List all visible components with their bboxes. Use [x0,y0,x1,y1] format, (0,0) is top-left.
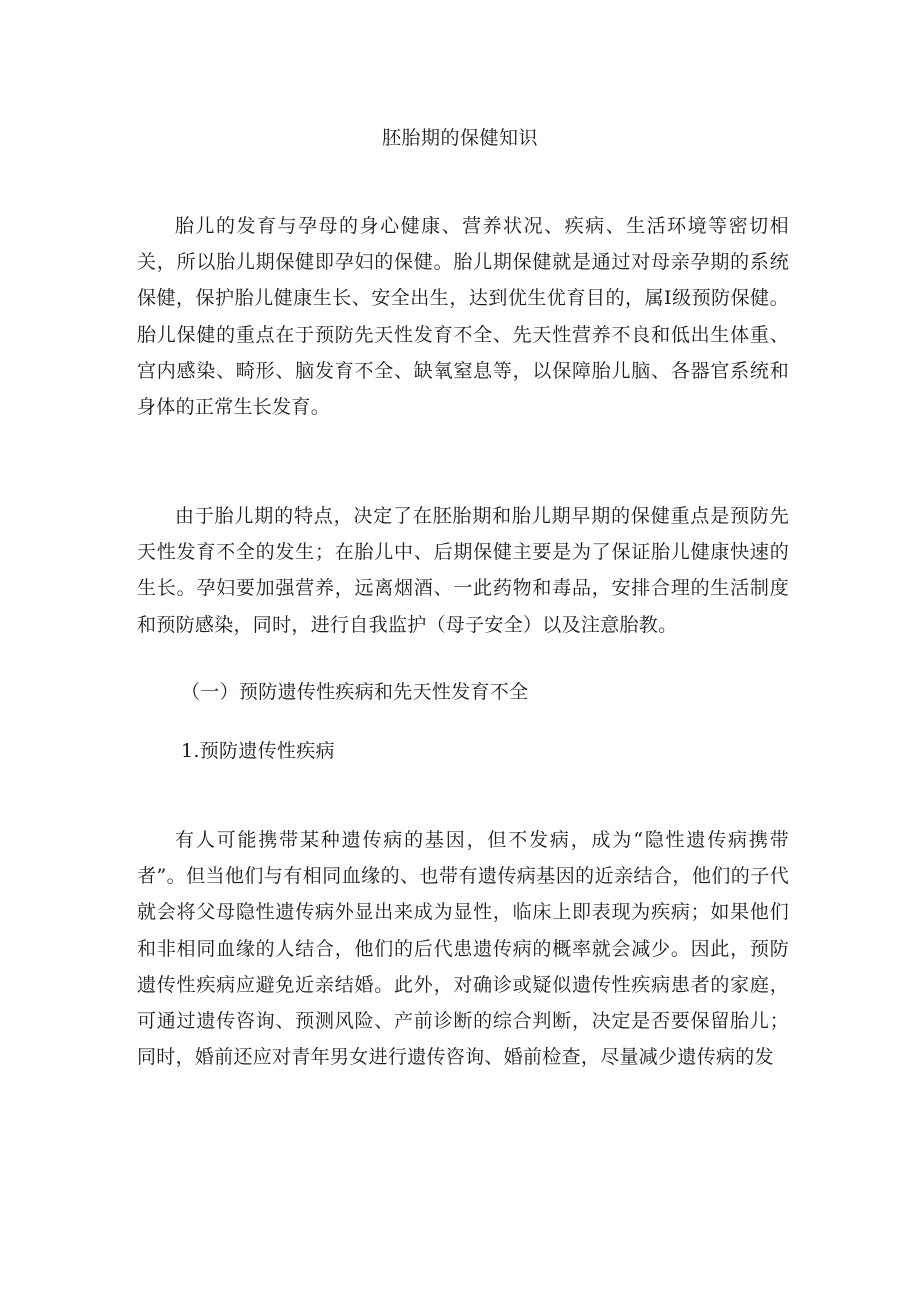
document-title: 胚胎期的保健知识 [381,127,538,149]
subsection-heading: 1.预防遗传性疾病 [181,740,335,762]
paragraph-fetal-period-focus: 由于胎儿期的特点，决定了在胚胎期和胎儿期早期的保健重点是预防先天性发育不全的发生；在胎儿中、后期保健主要是为了保证胎儿健康快速的生长。孕妇要加强营养，远离烟酒、一此药物和毒品，安排合理的生活制度和预防感染，同时，进行自我监护（母子安全）以及注意胎教。 [137,505,789,636]
paragraph-fetal-health: 胎儿的发育与孕母的身心健康、营养状况、疾病、生活环境等密切相关，所以胎儿期保健即孕妇的保健。胎儿期保健就是通过对母亲孕期的系统保健，保护胎儿健康生长、安全出生，达到优生优育目的，属I级预防保健。胎儿保健的重点在于预防先天性发育不全、先天性营养不良和低出生体重、宫内感染、畸形、脑发育不全、缺氧窒息等，以保障胎儿脑、各器官系统和身体的正常生长发育。 [137,215,789,419]
paragraph-genetic-disease: 有人可能携带某种遗传病的基因，但不发病，成为“隐性遗传病携带者”。但当他们与有相同血缘的、也带有遗传病基因的近亲结合，他们的子代就会将父母隐性遗传病外显出来成为显性，临床上即表现为疾病；如果他们和非相同血缘的人结合，他们的后代患遗传病的概率就会减少。因此，预防遗传性疾病应避免近亲结婚。此外，对确诊或疑似遗传性疾病患者的家庭，可通过遗传咨询、预测风险、产前诊断的综合判断，决定是否要保留胎儿；同时，婚前还应对青年男女进行遗传咨询、婚前检查，尽量减少遗传病的发 [137,829,789,1069]
section-heading: （一）预防遗传性疾病和先天性发育不全 [181,681,529,703]
